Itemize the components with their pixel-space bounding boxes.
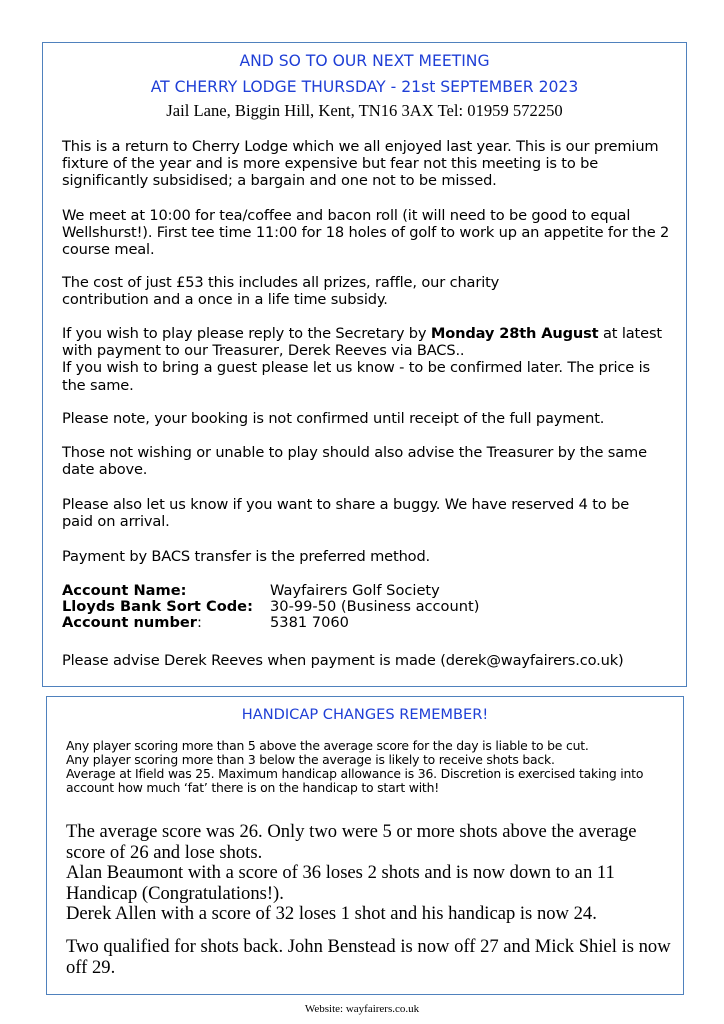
reply-text-pre: If you wish to play please reply to the Secretary by [62,325,431,342]
result-shots-back: Two qualified for shots back. John Benstead is now off 27 and Mick Shiel is now off 29. [66,936,671,978]
account-number-value: 5381 7060 [270,614,349,631]
reply-deadline: Monday 28th August [430,325,599,342]
account-name-value: Wayfairers Golf Society [270,582,440,599]
buggy-note: Please also let us know if you want to share a buggy. We have reserved 4 to be paid on arrival. [62,496,630,531]
reply-text-post: at latest with payment to our Treasurer, Derek Reeves via BACS.. [62,325,662,360]
meeting-title-line2: AT CHERRY LODGE THURSDAY - 21st SEPTEMBER 2023 [150,78,579,96]
schedule-paragraph: We meet at 10:00 for tea/coffee and bacon roll (it will need to be good to equal Wellshurst!). First tee time 11:00 for 18 holes of golf to work up an appetite for the 2 course meal. [62,207,670,259]
payment-method: Payment by BACS transfer is the preferred method. [62,548,431,565]
guest-text: If you wish to bring a guest please let us know - to be confirmed later. The price is the same. [62,359,650,394]
handicap-rule-cut: Any player scoring more than 5 above the average score for the day is liable to be cut. [66,738,589,753]
meeting-title-line1: AND SO TO OUR NEXT MEETING [239,52,490,70]
result-average: The average score was 26. Only two were 5 or more shots above the average score of 26 and lose shots. [66,821,637,863]
account-details [62,583,662,633]
handicap-rule-back: Any player scoring more than 3 below the average is likely to receive shots back. [66,752,555,767]
sort-code-label: Lloyds Bank Sort Code: [62,598,253,615]
account-number-label: Account number: [62,614,202,631]
cost-paragraph: The cost of just £53 this includes all prizes, raffle, our charity contribution and a once in a life time subsidy. [62,274,500,309]
sort-code-value: 30-99-50 (Business account) [270,598,480,615]
handicap-rule-average: Average at Ifield was 25. Maximum handicap allowance is 36. Discretion is exercised taking into account how much ‘fat’ there is on the handicap to start with! [66,766,644,795]
intro-paragraph: This is a return to Cherry Lodge which we all enjoyed last year. This is our premium fixture of the year and is more expensive but fear not this meeting is to be significantly subsidised; a bargain and one not to be missed. [62,138,659,190]
payment-advice: Please advise Derek Reeves when payment is made (derek@wayfairers.co.uk) [62,652,624,669]
result-derek-allen: Derek Allen with a score of 32 loses 1 shot and his handicap is now 24. [66,903,597,924]
reply-paragraph [62,325,672,394]
non-players-note: Those not wishing or unable to play should also advise the Treasurer by the same date above. [62,444,647,479]
account-name-label: Account Name: [62,582,187,599]
booking-note: Please note, your booking is not confirmed until receipt of the full payment. [62,410,605,427]
result-alan-beaumont: Alan Beaumont with a score of 36 loses 2 shots and is now down to an 11 Handicap (Congratulations!). [66,862,615,904]
footer-website: Website: wayfairers.co.uk [304,1003,420,1015]
handicap-title: HANDICAP CHANGES REMEMBER! [241,706,489,723]
meeting-address: Jail Lane, Biggin Hill, Kent, TN16 3AX Tel: 01959 572250 [166,101,563,120]
handicap-box [46,696,684,995]
meeting-box [42,42,687,687]
